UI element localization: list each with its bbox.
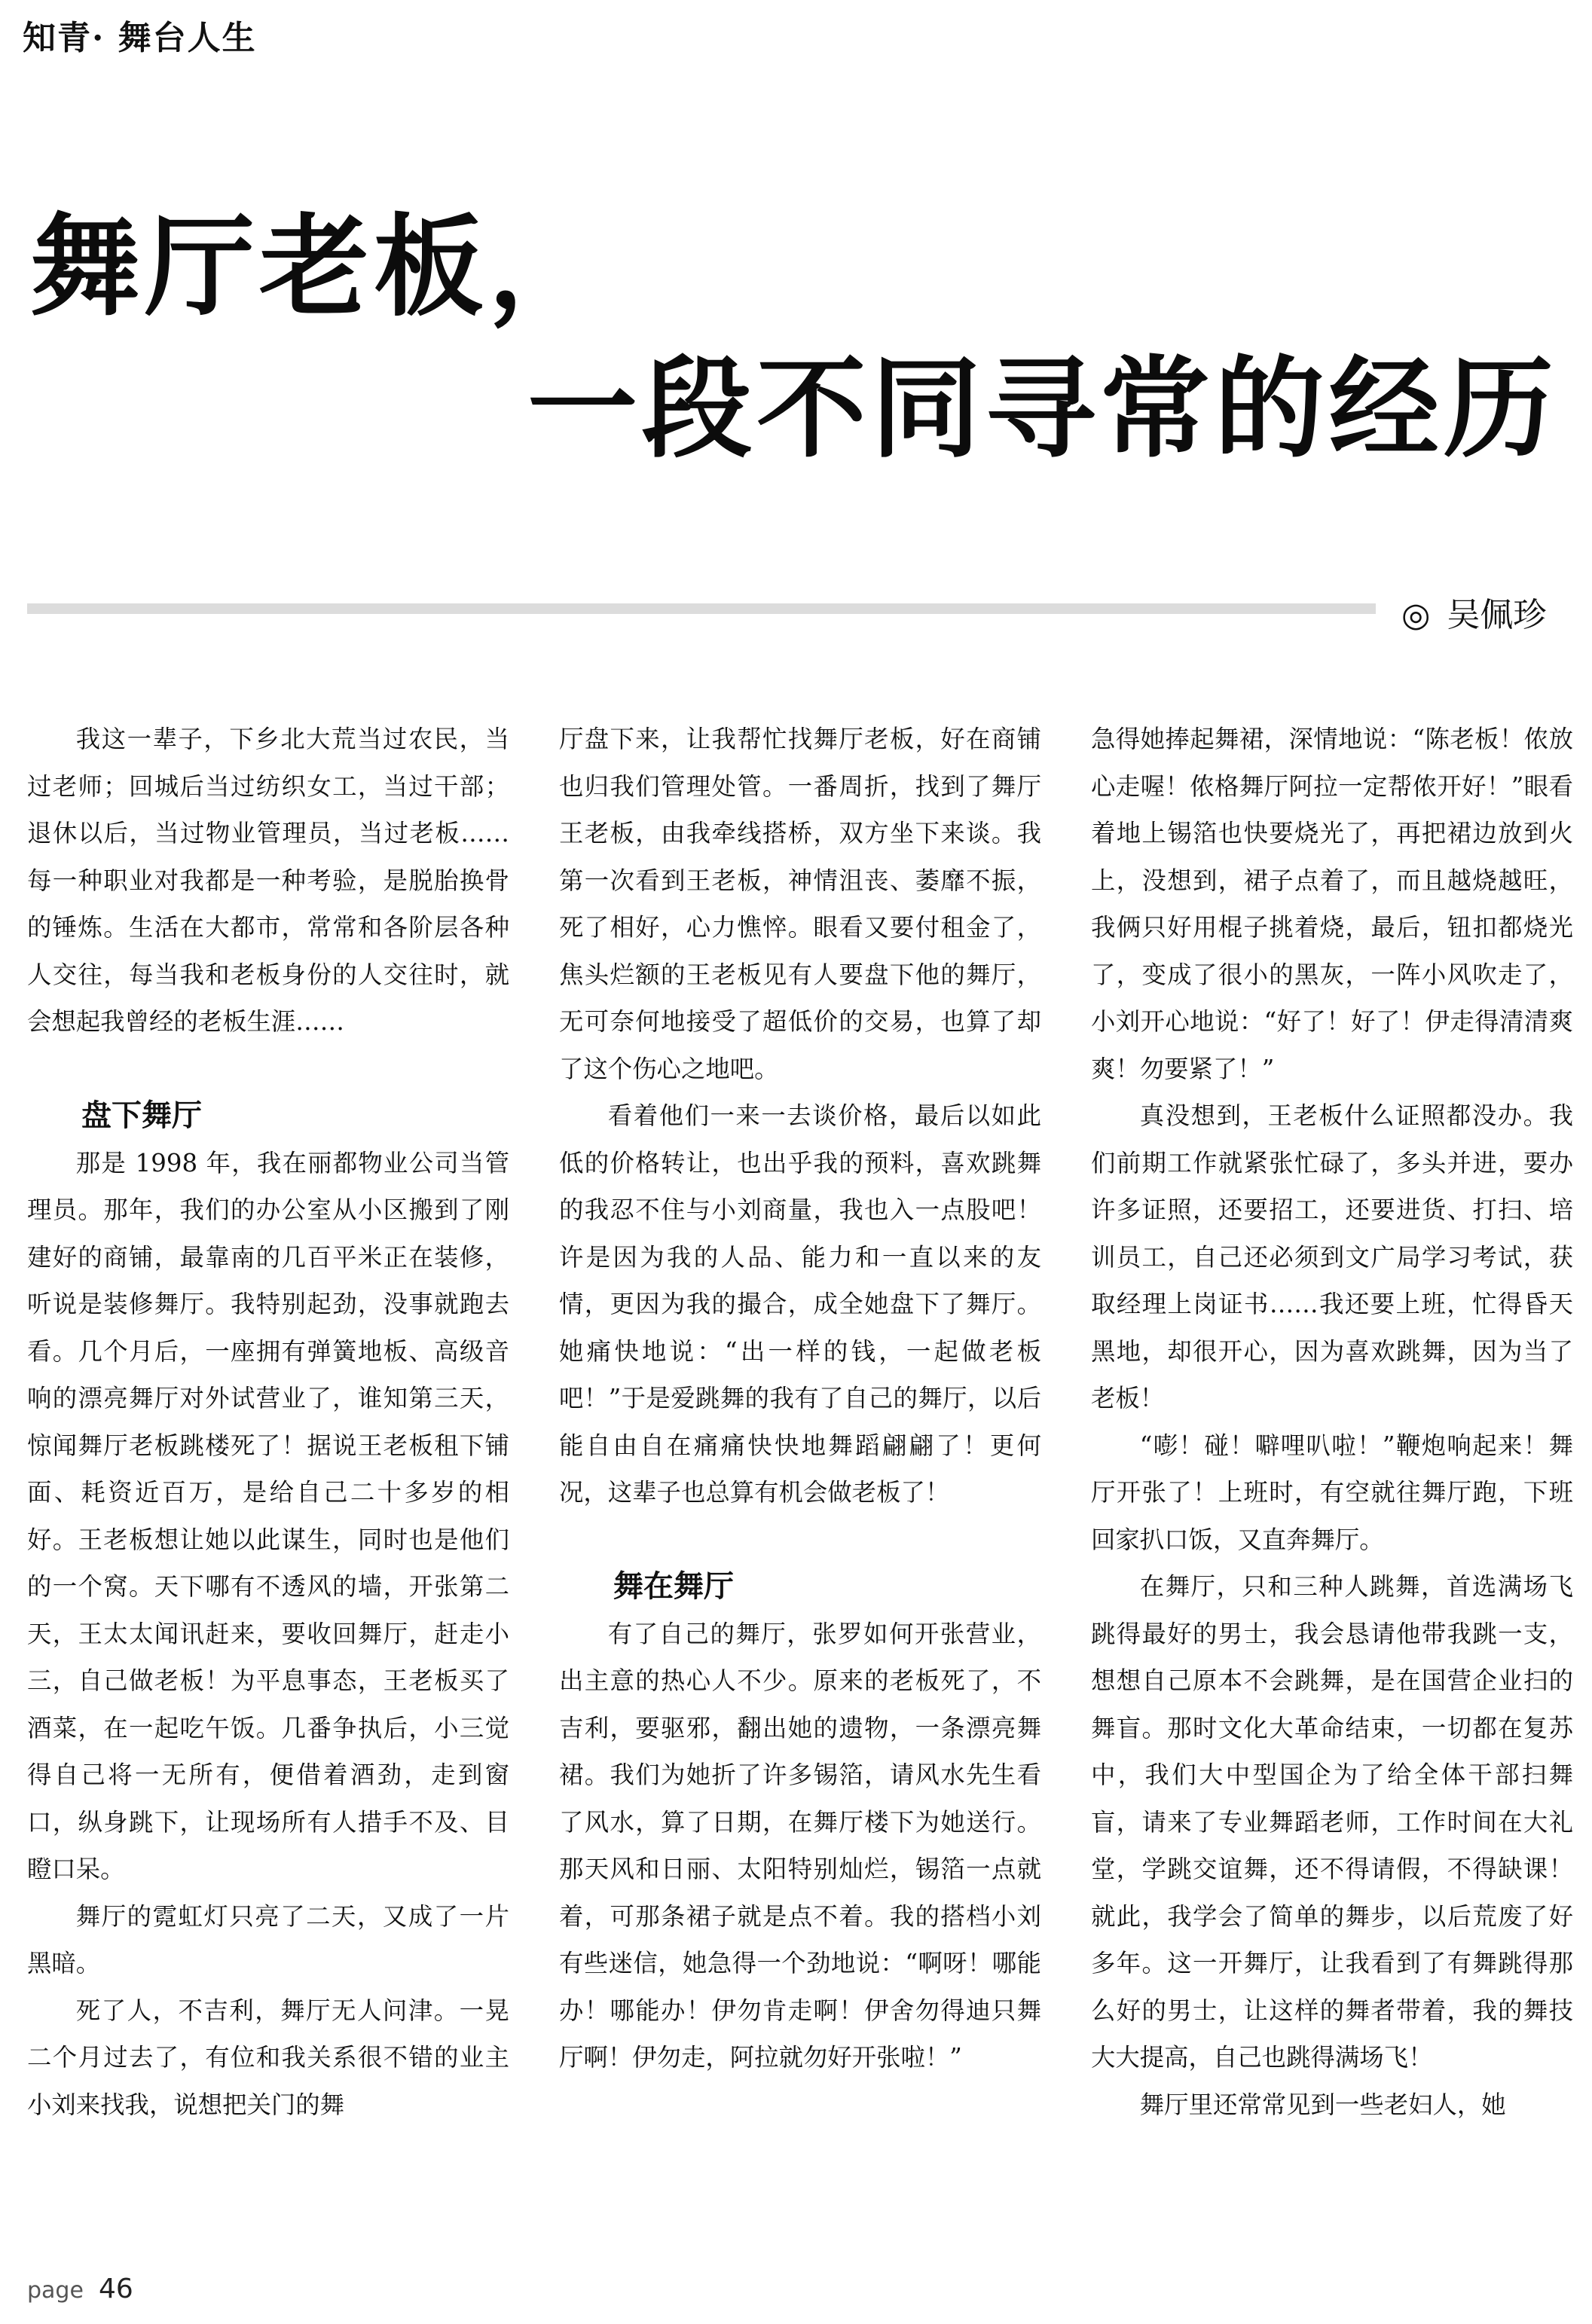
author-name: 吴佩珍 [1447, 596, 1547, 634]
section-header: 知青· 舞台人生 [23, 19, 257, 57]
text-column-3 [1091, 716, 1573, 2252]
page-number-value: 46 [98, 2274, 133, 2304]
text-column-2 [559, 716, 1041, 2252]
paragraph: 舞厅的霓虹灯只亮了二天，又成了一片黑暗。 [27, 1901, 509, 1977]
paragraph: 看着他们一来一去谈价格，最后以如此低的价格转让，也出乎我的预料，喜欢跳舞的我忍不住与小刘商量，我也入一点股吧！许是因为我的人品、能力和一直以来的友情，更因为我的撮合，成全她盘下了舞厅。她痛快地说：“出一样的钱，一起做老板吧！”于是爱跳舞的我有了自己的舞厅，以后能自由自在痛痛快快地舞蹈翩翩了！更何况，这辈子也总算有机会做老板了！ [559, 1101, 1041, 1507]
paragraph: 有了自己的舞厅，张罗如何开张营业，出主意的热心人不少。原来的老板死了，不吉利，要驱邪，翻出她的遗物，一条漂亮舞裙。我们为她折了许多锡箔，请风水先生看了风水，算了日期，在舞厅楼下为她送行。那天风和日丽、太阳特别灿烂，锡箔一点就着，可那条裙子就是点不着。我的搭档小刘有些迷信，她急得一个劲地说：“啊呀！哪能办！哪能办！伊勿肯走啊！伊舍勿得迪只舞厅啊！伊勿走，阿拉就勿好开张啦！” [559, 1619, 1041, 2072]
paragraph: “嘭！碰！噼哩叭啦！”鞭炮响起来！舞厅开张了！上班时，有空就往舞厅跑，下班回家扒口饭，又直奔舞厅。 [1091, 1431, 1573, 1554]
author-mark: ◎ [1401, 596, 1431, 634]
section-heading: 舞在舞厅 [613, 1569, 734, 1604]
paragraph: 在舞厅，只和三种人跳舞，首选满场飞跳得最好的男士，我会恳请他带我跳一支，想想自己原本不会跳舞，是在国营企业扫的舞盲。那时文化大革命结束，一切都在复苏中，我们大中型国企为了给全体干部扫舞盲，请来了专业舞蹈老师，工作时间在大礼堂，学跳交谊舞，还不得请假，不得缺课！就此，我学会了简单的舞步，以后荒废了好多年。这一开舞厅，让我看到了有舞跳得那么好的男士，让这样的舞者带着，我的舞技大大提高，自己也跳得满场飞！ [1091, 1572, 1573, 2072]
paragraph: 厅盘下来，让我帮忙找舞厅老板，好在商铺也归我们管理处管。一番周折，找到了舞厅王老板，由我牵线搭桥，双方坐下来谈。我第一次看到王老板，神情沮丧、萎靡不振，死了相好，心力憔悴。眼看又要付租金了，焦头烂额的王老板见有人要盘下他的舞厅，无可奈何地接受了超低价的交易，也算了却了这个伤心之地吧。 [559, 725, 1041, 1083]
article-title-line2: 一段不同寻常的经历 [527, 345, 1558, 473]
paragraph: 我这一辈子，下乡北大荒当过农民，当过老师；回城后当过纺织女工，当过干部；退休以后，当过物业管理员，当过老板……每一种职业对我都是一种考验，是脱胎换骨的锤炼。生活在大都市，常常和各阶层各种人交往，每当我和老板身份的人交往时，就会想起我曾经的老板生涯…… [27, 725, 509, 1036]
paragraph: 真没想到，王老板什么证照都没办。我们前期工作就紧张忙碌了，多头并进，要办许多证照，还要招工，还要进货、打扫、培训员工，自己还必须到文广局学习考试，获取经理上岗证书……我还要上班，忙得昏天黑地，却很开心，因为喜欢跳舞，因为当了老板！ [1091, 1101, 1573, 1412]
section-heading: 盘下舞厅 [81, 1098, 202, 1133]
paragraph: 急得她捧起舞裙，深情地说：“陈老板！侬放心走喔！侬格舞厅阿拉一定帮侬开好！”眼看着地上锡箔也快要烧光了，再把裙边放到火上，没想到，裙子点着了，而且越烧越旺，我俩只好用棍子挑着烧，最后，钮扣都烧光了，变成了很小的黑灰，一阵小风吹走了，小刘开心地说：“好了！好了！伊走得清清爽爽！勿要紧了！” [1091, 725, 1573, 1083]
page-number [27, 2274, 133, 2304]
paragraph: 死了人，不吉利，舞厅无人问津。一晃二个月过去了，有位和我关系很不错的业主小刘来找我，说想把关门的舞 [27, 1996, 509, 2119]
title-divider [27, 603, 1376, 614]
paragraph: 那是 1998 年，我在丽都物业公司当管理员。那年，我们的办公室从小区搬到了刚建好的商铺，最靠南的几百平米正在装修，听说是装修舞厅。我特别起劲，没事就跑去看。几个月后，一座拥有弹簧地板、高级音响的漂亮舞厅对外试营业了，谁知第三天，惊闻舞厅老板跳楼死了！据说王老板租下铺面、耗资近百万，是给自己二十多岁的相好。王老板想让她以此谋生，同时也是他们的一个窝。天下哪有不透风的墙，开张第二天，王太太闻讯赶来，要收回舞厅，赶走小三，自己做老板！为平息事态，王老板买了酒菜，在一起吃午饭。几番争执后，小三觉得自己将一无所有，便借着酒劲，走到窗口，纵身跳下，让现场所有人措手不及、目瞪口呆。 [27, 1148, 509, 1883]
text-column-1 [27, 716, 509, 2252]
author-byline [1401, 588, 1546, 636]
article-title-line1: 舞厅老板， [30, 203, 603, 331]
page-label: page [27, 2277, 84, 2304]
paragraph: 舞厅里还常常见到一些老妇人，她 [1139, 2090, 1506, 2119]
